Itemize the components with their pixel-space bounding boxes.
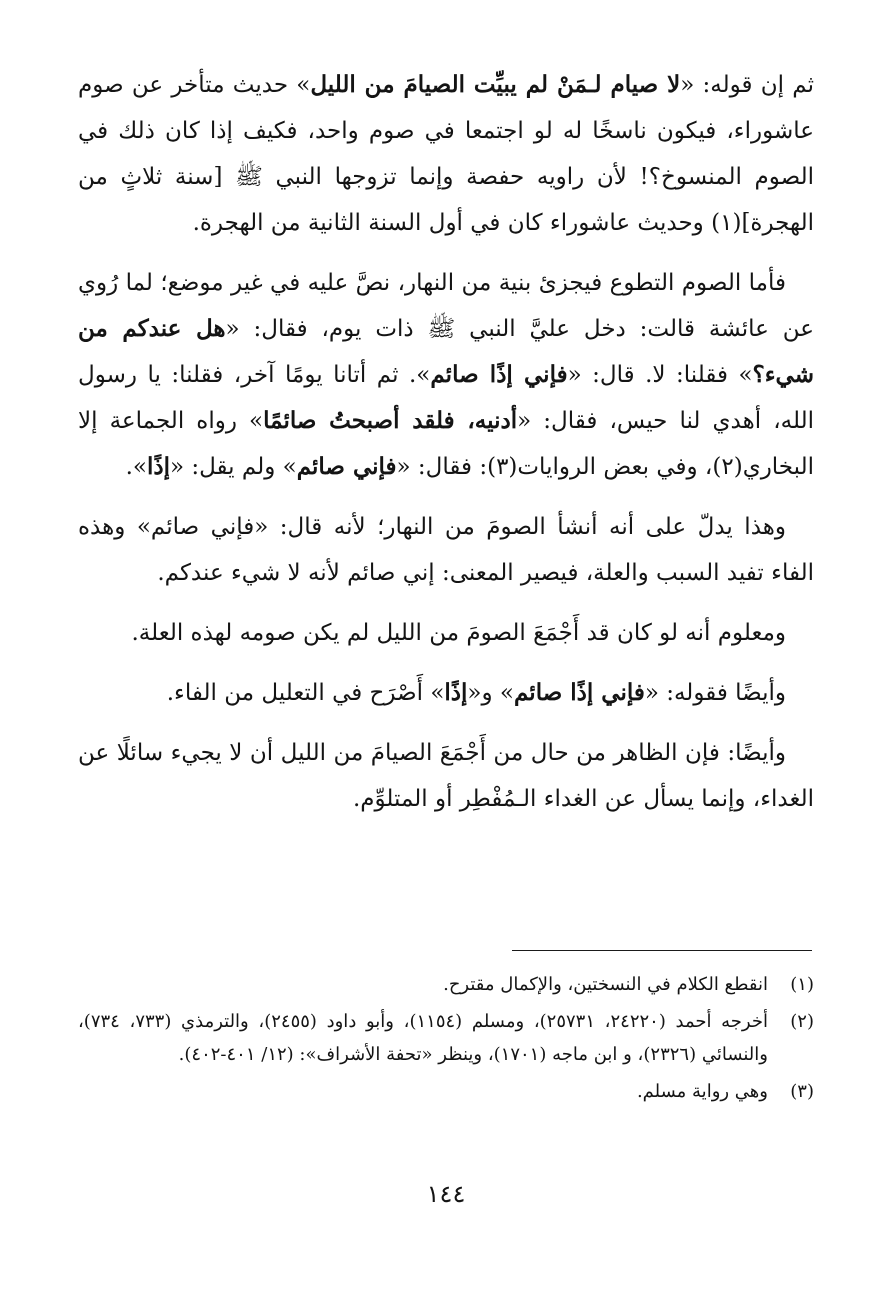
footnote-ref-2: (٢) — [712, 454, 743, 480]
hadith-quote: فإني صائم — [296, 453, 397, 480]
text-run: وحديث عاشوراء كان في أول السنة الثانية من الهجرة. — [192, 210, 712, 236]
hadith-quote: هل عندكم من شيء؟ — [78, 315, 814, 388]
footnote-number: (٣) — [790, 1081, 814, 1102]
footnote-separator — [512, 950, 812, 951]
footnote-text: وهي رواية مسلم. — [636, 1081, 768, 1102]
paragraph-1 — [78, 62, 814, 246]
hadith-quote: فإني إذًا صائم — [513, 679, 645, 706]
text-run: : فقال: « — [396, 454, 488, 480]
paragraph-2 — [78, 260, 814, 490]
footnote-number: (٢) — [790, 1011, 814, 1032]
text-run: » و« — [467, 680, 514, 706]
footnote-2 — [78, 1005, 814, 1071]
footnotes — [78, 968, 814, 1112]
main-text — [78, 62, 814, 836]
text-run: » رواه الجماعة إلا البخاري — [78, 408, 814, 480]
text-run: ، وفي بعض الروايات — [517, 454, 713, 480]
hadith-quote: إذًا — [146, 453, 170, 480]
footnote-text: أخرجه أحمد (٢٤٢٢٠، ٢٥٧٣١)، ومسلم (١١٥٤)، وأبو داود (٢٤٥٥)، والترمذي (٧٣٣، ٧٣٤)، والنسائي (٢٣٢٦)، و ابن ماجه (١٧٠١)، وينظر «تحفة الأشراف»: (١٢/ ٤٠١-٤٠٢). — [78, 1011, 768, 1065]
text-run: ». — [125, 454, 147, 480]
hadith-quote: فإني إذًا صائم — [430, 361, 568, 388]
text-run: » ولم يقل: « — [170, 454, 297, 480]
text-run: ثم إن قوله: « — [680, 72, 814, 98]
page-number: ١٤٤ — [426, 1180, 466, 1208]
text-run: » فقلنا: لا. قال: « — [567, 362, 753, 388]
footnote-text: انقطع الكلام في النسختين، والإكمال مقترح. — [443, 974, 768, 995]
text-run: » أَصْرَح في التعليل من الفاء. — [166, 680, 445, 706]
paragraph-5 — [78, 670, 814, 716]
text-run: ومعلوم أنه لو كان قد أَجْمَعَ الصومَ من الليل لم يكن صومه لهذه العلة. — [131, 620, 786, 646]
text-run: وأيضًا فقوله: « — [644, 680, 786, 706]
footnote-number: (١) — [790, 974, 814, 995]
hadith-quote: لا صيام لـمَنْ لم يبيِّت الصيامَ من الليل — [310, 71, 681, 98]
footnote-ref-1: (١) — [711, 210, 742, 236]
text-run: فأما الصوم التطوع فيجزئ بنية من النهار، نصَّ عليه في غير موضع؛ لما رُوي عن عائشة قالت: دخل عليَّ النبي ﷺ ذات يوم، فقال: « — [78, 270, 814, 342]
paragraph-3 — [78, 504, 814, 596]
text-run: وهذا يدلّ على أنه أنشأ الصومَ من النهار؛ لأنه قال: «فإني صائم» وهذه الفاء تفيد السبب والعلة، فيصير المعنى: إني صائم لأنه لا شيء عندكم. — [78, 514, 814, 586]
footnote-ref-3: (٣) — [487, 454, 518, 480]
text-run: ». ثم أتانا يومًا آخر، فقلنا: يا رسول الله، أهدي لنا حيس، فقال: « — [78, 362, 814, 434]
hadith-quote: إذًا — [444, 679, 468, 706]
hadith-quote: أدنيه، فلقد أصبحتُ صائمًا — [263, 407, 518, 434]
paragraph-6 — [78, 730, 814, 822]
paragraph-4 — [78, 610, 814, 656]
text-run: » حديث متأخر عن صوم عاشوراء، فيكون ناسخًا له لو اجتمعا في صوم واحد، فكيف إذا كان ذلك في الصوم المنسوخ؟! لأن راويه حفصة وإنما تزوجها النبي ﷺ [سنة ثلاثٍ من الهجرة] — [78, 72, 814, 236]
text-run: وأيضًا: فإن الظاهر من حال من أَجْمَعَ الصيامَ من الليل أن لا يجيء سائلًا عن الغداء، وإنما يسأل عن الغداء الـمُفْطِر أو المتلوِّم. — [78, 740, 814, 812]
footnote-3 — [78, 1075, 814, 1108]
footnote-1 — [78, 968, 814, 1001]
